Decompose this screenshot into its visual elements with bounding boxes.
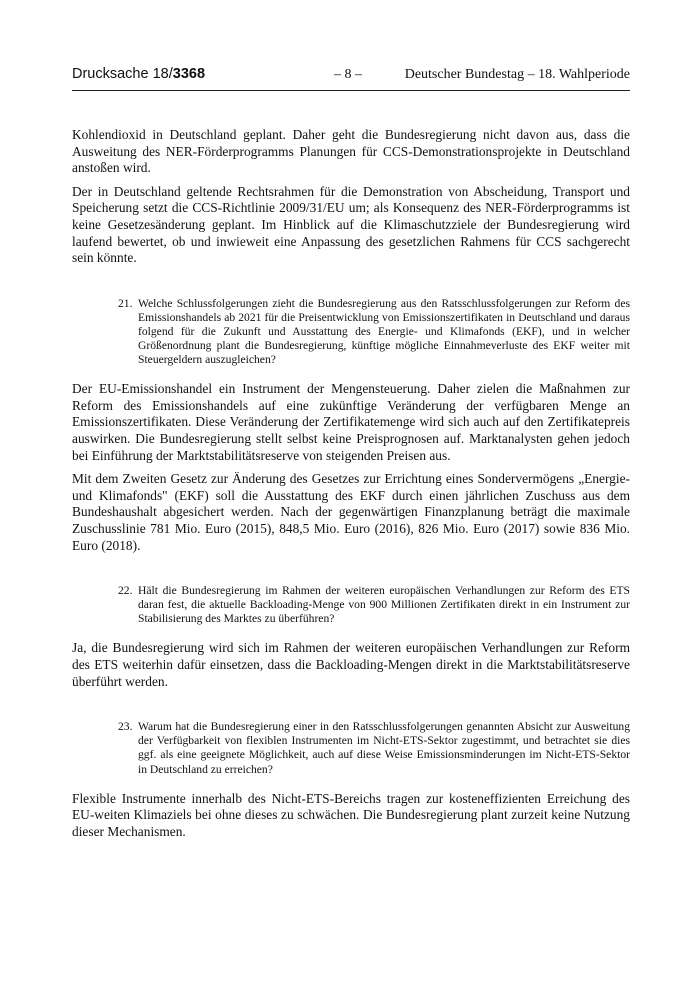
page-header (72, 66, 630, 91)
question-text: Warum hat die Bundesregierung einer in den Ratsschlussfolgerungen genannten Absicht zur Ausweitung der Verfügbarkeit von flexiblen Instrumenten im Nicht-ETS-Sektor zugestimmt, und betrachtet sie dies ggf. als eine geeignete Möglichkeit, auch auf diese Weise Emissionsminderungen im Nicht-ETS-Sektor in Deutschland zu erreichen? (138, 720, 630, 776)
document-number (72, 66, 205, 82)
question-21 (72, 297, 630, 367)
question-text: Hält die Bundesregierung im Rahmen der weiteren europäischen Verhandlungen zur Reform des ETS daran fest, die aktuelle Backloading-Menge von 900 Millionen Zertifikaten direkt in ein Instrument zur Stabilisierung des Marktes zu überführen? (138, 584, 630, 626)
question-number: 23. (118, 720, 133, 734)
question-number: 22. (118, 584, 133, 598)
publisher-label: Deutscher Bundestag – 18. Wahlperiode (404, 67, 630, 82)
document-number-value: 3368 (172, 66, 206, 82)
answer-paragraph: Ja, die Bundesregierung wird sich im Rahmen der weiteren europäischen Verhandlungen zur Reform des ETS weiterhin dafür einsetzen, dass die Backloading-Mengen direkt in die Marktstabilitätsreserve überführt werden. (72, 640, 630, 689)
question-number: 21. (118, 296, 133, 310)
question-23 (72, 720, 630, 776)
document-number-prefix: Drucksache 18/ (72, 66, 173, 82)
body-paragraph: Der in Deutschland geltende Rechtsrahmen für die Demonstration von Abscheidung, Transport und Speicherung setzt die CCS-Richtlinie 2009/31/EU um; als Konsequenz des NER-Förderprogramms ist keine Gesetzesänderung geplant. Im Hinblick auf die Klimaschutzziele der Bundesregierung wird laufend bewertet, ob und inwieweit eine Anpassung des gesetzlichen Rahmens für CCS sachgerecht sein könnte. (72, 183, 630, 266)
answer-paragraph: Mit dem Zweiten Gesetz zur Änderung des Gesetzes zur Errichtung eines Sondervermögens „Energie- und Klimafonds" (EKF) soll die Ausstattung des EKF durch einen jährlichen Zuschuss aus dem Bundeshaushalt abgesichert werden. Nach der gegenwärtigen Finanzplanung beträgt die maximale Zuschusslinie 781 Mio. Euro (2015), 848,5 Mio. Euro (2016), 826 Mio. Euro (2017) sowie 836 Mio. Euro (2018). (72, 471, 630, 553)
body-paragraph: Kohlendioxid in Deutschland geplant. Daher geht die Bundesregierung nicht davon aus, dass die Ausweitung des NER-Förderprogramms Planungen für CCS-Demonstrationsprojekte in Deutschland anstoßen wird. (72, 127, 630, 176)
page-number: – 8 – (334, 67, 362, 82)
answer-paragraph: Flexible Instrumente innerhalb des Nicht-ETS-Bereichs tragen zur kosteneffizienten Erreichung des EU-weiten Klimaziels bei ohne dieses zu schwächen. Die Bundesregierung plant zurzeit keine Nutzung dieser Mechanismen. (72, 790, 630, 839)
question-22 (72, 584, 630, 626)
page-content (72, 127, 630, 847)
answer-paragraph: Der EU-Emissionshandel ein Instrument der Mengensteuerung. Daher zielen die Maßnahmen zur Reform des Emissionshandels auf eine zukünftige Veränderung der verfügbaren Menge an Emissionszertifikaten. Diese Veränderung der Zertifikatemenge wird sich auch auf den Zertifikatepreis auswirken. Die Bundesregierung stellt selbst keine Preisprognosen auf. Marktanalysten gehen jedoch bei Einführung der Marktstabilitätsreserve von steigenden Preisen aus. (72, 381, 630, 463)
question-text: Welche Schlussfolgerungen zieht die Bundesregierung aus den Ratsschlussfolgerungen zur Reform des Emissionshandels ab 2021 für die Preisentwicklung von Emissionszertifikaten in Deutschland und daraus folgend für die Zukunft und Ausstattung des Energie- und Klimafonds (EKF), und in welcher Größenordnung plant die Bundesregierung, künftige mögliche Einnahmeverluste des EKF weiter mit Steuergeldern auszugleichen? (138, 296, 630, 367)
